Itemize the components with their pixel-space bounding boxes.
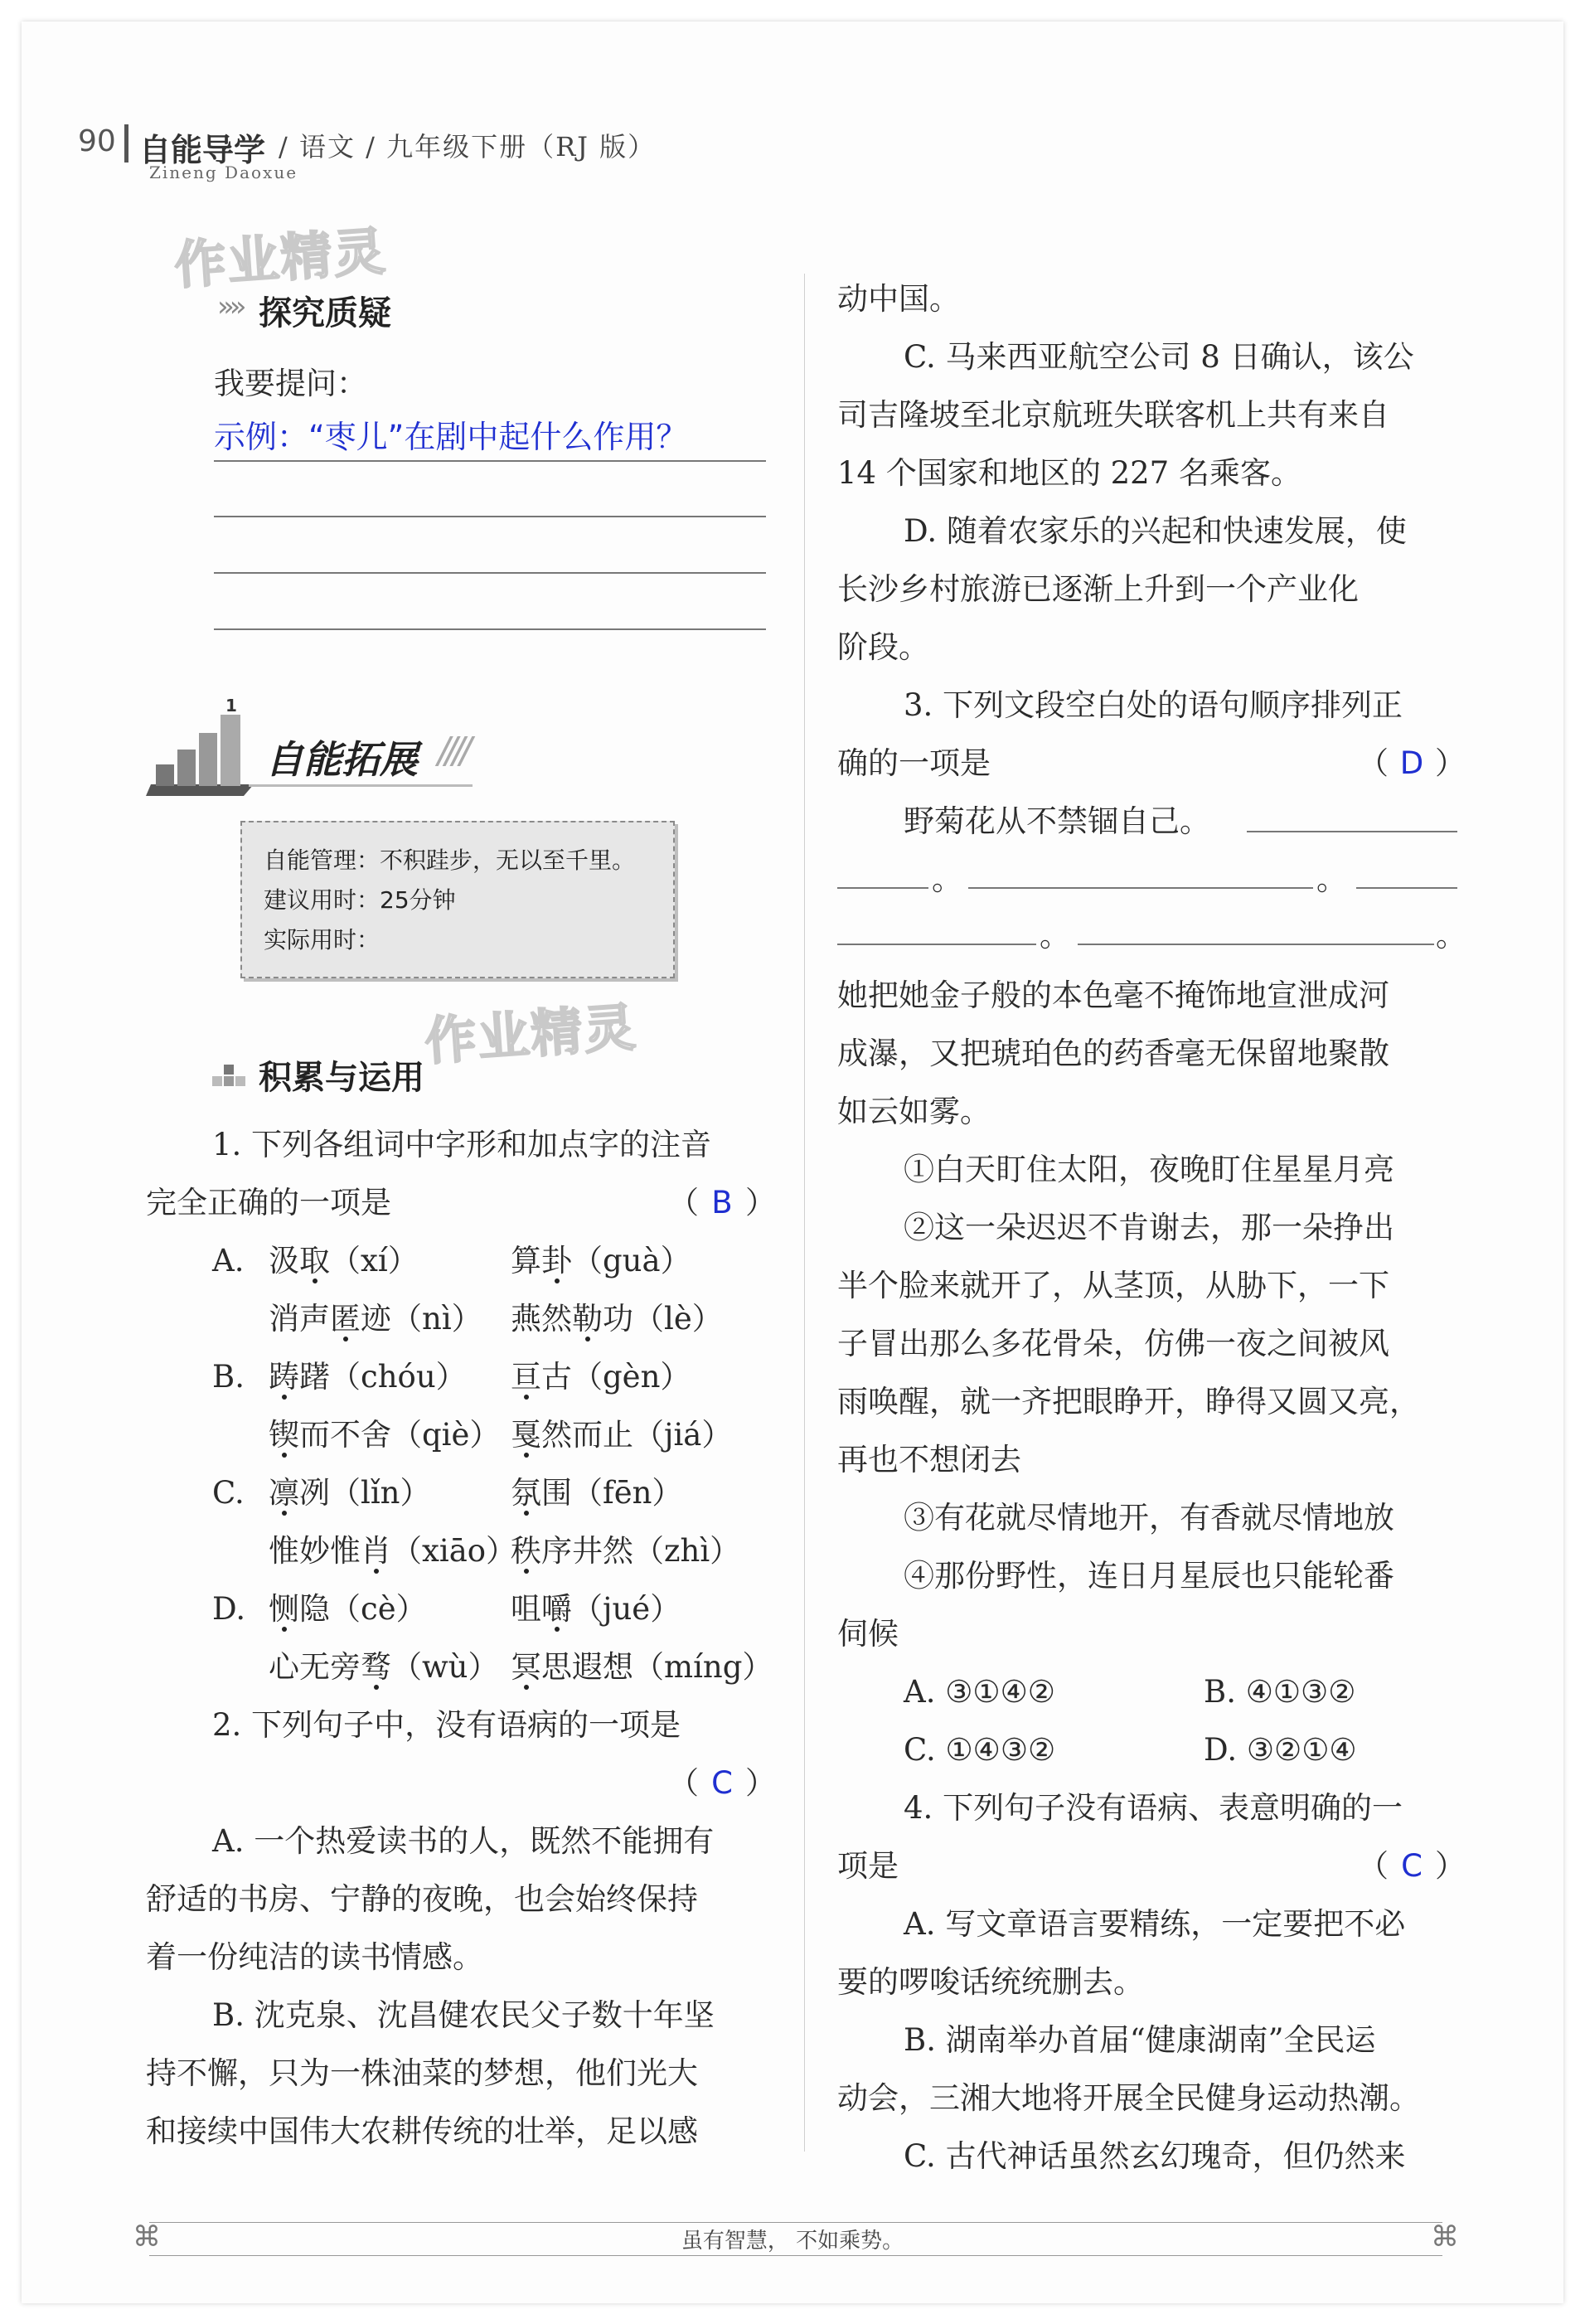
double-chevron-icon: »»	[217, 290, 242, 323]
header-divider	[124, 124, 128, 163]
q1-d-right: 咀嚼（jué）	[511, 1591, 681, 1627]
q4-b-line-1: B. 湖南举办首届“健康湖南”全民运	[904, 2022, 1376, 2058]
q1-c-right: 氛围（fēn）	[511, 1475, 683, 1511]
q3-answer: D	[1399, 745, 1424, 781]
header-brand: 自能导学	[139, 132, 266, 168]
q3-item-2-line-4: 雨唤醒，就一齐把眼睁开，睁得又圆又亮，	[837, 1384, 1420, 1419]
watermark-logo-top: 作业精灵	[172, 221, 389, 296]
q1-c2-left: 惟妙惟肖（xiāo）	[269, 1533, 517, 1569]
blank-2	[968, 887, 1313, 889]
q1-label-c: C.	[212, 1475, 245, 1511]
q3-item-3: ③有花就尽情地开，有香就尽情地放	[904, 1500, 1394, 1536]
q1-answer-bracket: （ B ）	[668, 1174, 776, 1232]
small-squares-icon	[212, 1063, 249, 1088]
q4-a-line-1: A. 写文章语言要精练，一定要把不必	[904, 1906, 1406, 1942]
q2-b-line-1: B. 沈克泉、沈昌健农民父子数十年坚	[212, 1997, 715, 2033]
q2-c-line-3: 14 个国家和地区的 227 名乘客。	[837, 455, 1301, 491]
slash-decoration: ////	[438, 730, 468, 772]
period-4: 。	[1436, 918, 1466, 953]
q2-d-line-3: 阶段。	[837, 629, 929, 665]
period-3: 。	[1040, 918, 1070, 953]
q3-item-2-line-3: 子冒出那么多花骨朵，仿佛一夜之间被风	[837, 1326, 1389, 1361]
q4-stem-line-1: 4. 下列句子没有语病、表意明确的一	[904, 1790, 1403, 1826]
q1-c-left: 凛冽（lǐn）	[269, 1475, 431, 1511]
watermark-logo-middle: 作业精灵	[423, 997, 639, 1072]
q3-option-b: B. ④①③②	[1204, 1674, 1356, 1710]
q4-a-line-2: 要的啰唆话统统删去。	[837, 1964, 1144, 2000]
q4-answer-bracket: （ C ）	[1358, 1837, 1466, 1895]
answer-line-4	[214, 628, 766, 630]
answer-line-3	[214, 572, 766, 574]
blank-1a	[1247, 831, 1457, 832]
extension-title: 自能拓展	[265, 737, 418, 782]
q2-answer: C	[711, 1765, 733, 1801]
period-1: 。	[932, 861, 962, 897]
q1-c2-right: 秩序井然（zhì）	[511, 1533, 741, 1569]
q1-d-left: 恻隐（cè）	[269, 1591, 427, 1627]
q3-item-4-line-2: 伺候	[837, 1616, 899, 1652]
q1-answer: B	[711, 1185, 733, 1220]
info-actual-time: 实际用时：	[264, 926, 380, 953]
q3-passage-line-3: 如云如雾。	[837, 1094, 991, 1129]
q1-label-b: B.	[212, 1359, 245, 1395]
inquiry-example-answer: 示例：“枣儿”在剧中起什么作用？	[214, 419, 688, 455]
q4-c-line-1: C. 古代神话虽然玄幻瑰奇，但仍然来	[904, 2138, 1406, 2174]
scroll-ornament-left-icon: ⌘	[133, 2220, 161, 2254]
q1-label-d: D.	[212, 1591, 246, 1627]
q1-a2-right: 燕然勒功（lè）	[511, 1301, 723, 1337]
q2-answer-bracket: （ C ）	[668, 1754, 776, 1812]
q1-a-left: 汲取（xí）	[269, 1243, 419, 1278]
q2-d-line-1: D. 随着农家乐的兴起和快速发展，使	[904, 513, 1407, 549]
inquiry-title: 探究质疑	[259, 294, 391, 332]
q2-c-line-2: 司吉隆坡至北京航班失联客机上共有来自	[837, 397, 1389, 433]
q3-option-d: D. ③②①④	[1204, 1732, 1357, 1768]
badge-number: 1	[225, 698, 237, 716]
q1-label-a: A.	[212, 1243, 245, 1278]
q2-b-line-3: 和接续中国伟大农耕传统的壮举，足以感	[146, 2113, 698, 2149]
answer-line-2	[214, 516, 766, 517]
page-number: 90	[78, 124, 116, 158]
q1-a2-left: 消声匿迹（nì）	[269, 1301, 482, 1337]
bar-steps-icon	[146, 698, 262, 801]
period-2: 。	[1316, 861, 1347, 897]
info-self-management: 自能管理：不积跬步，无以至千里。	[264, 847, 636, 874]
q1-d2-left: 心无旁骛（wù）	[269, 1649, 499, 1685]
q2-b-line-2: 持不懈，只为一株油菜的梦想，他们光大	[146, 2055, 698, 2091]
q2-stem: 2. 下列句子中，没有语病的一项是	[212, 1707, 681, 1743]
q2-b-line-4: 动中国。	[837, 281, 960, 317]
practice-title: 积累与运用	[259, 1059, 424, 1097]
q1-b-left: 踌躇（chóu）	[269, 1359, 467, 1395]
time-info-box	[240, 821, 675, 978]
q3-passage-line-1: 她把她金子般的本色毫不掩饰地宣泄成河	[837, 978, 1389, 1013]
q3-item-1: ①白天盯住太阳，夜晚盯住星星月亮	[904, 1152, 1394, 1187]
q1-b2-left: 锲而不舍（qiè）	[269, 1417, 501, 1453]
q3-passage-line-2: 成瀑，又把琥珀色的药香毫无保留地聚散	[837, 1036, 1389, 1071]
q3-passage-start: 野菊花从不禁锢自己。	[904, 803, 1210, 839]
q2-a-line-3: 着一份纯洁的读书情感。	[146, 1939, 483, 1975]
answer-line-1	[214, 460, 766, 462]
q3-item-4-line-1: ④那份野性，连日月星辰也只能轮番	[904, 1558, 1394, 1594]
blank-3a	[1356, 887, 1457, 889]
footer-rule-bottom	[149, 2255, 1442, 2256]
q2-d-line-2: 长沙乡村旅游已逐渐上升到一个产业化	[837, 571, 1359, 607]
extension-underline	[249, 784, 473, 787]
footer-motto: 虽有智慧， 不如乘势。	[681, 2229, 904, 2254]
q4-stem-line-2: 项是	[837, 1848, 899, 1884]
info-suggested-time: 建议用时：25分钟	[264, 886, 456, 914]
q1-b2-right: 戛然而止（jiá）	[511, 1417, 733, 1453]
q3-item-2-line-2: 半个脸来就开了，从茎顶，从胁下，一下	[837, 1268, 1389, 1303]
q3-item-2-line-1: ②这一朵迟迟不肯谢去，那一朵挣出	[904, 1210, 1394, 1245]
q3-option-a: A. ③①④②	[904, 1674, 1055, 1710]
q3-option-c: C. ①④③②	[904, 1732, 1056, 1768]
scroll-ornament-right-icon: ⌘	[1431, 2220, 1459, 2254]
q1-b-right: 亘古（gèn）	[511, 1359, 691, 1395]
q3-answer-bracket: （ D ）	[1358, 735, 1466, 793]
q2-a-line-2: 舒适的书房、宁静的夜晚，也会始终保持	[146, 1881, 698, 1917]
q1-stem-line-1: 1. 下列各组词中字形和加点字的注音	[212, 1127, 712, 1162]
header-book-info: / 语文 / 九年级下册（RJ 版）	[279, 131, 657, 163]
q2-a-line-1: A. 一个热爱读书的人，既然不能拥有	[212, 1823, 715, 1859]
q4-answer: C	[1401, 1848, 1423, 1884]
blank-4	[1078, 944, 1434, 945]
q1-d2-right: 冥思遐想（míng）	[511, 1649, 773, 1685]
footer-rule-top	[149, 2222, 1442, 2223]
blank-1b	[837, 887, 928, 889]
q1-stem-line-2: 完全正确的一项是	[146, 1185, 391, 1220]
q3-item-2-line-5: 再也不想闭去	[837, 1442, 1021, 1477]
q4-b-line-2: 动会，三湘大地将开展全民健身运动热潮。	[837, 2080, 1420, 2116]
q3-stem-line-2: 确的一项是	[837, 745, 991, 781]
blank-3b	[837, 944, 1036, 945]
column-divider	[804, 274, 805, 2152]
q1-a-right: 算卦（guà）	[511, 1243, 691, 1278]
q3-stem-line-1: 3. 下列文段空白处的语句顺序排列正	[904, 687, 1403, 723]
inquiry-prompt: 我要提问：	[214, 366, 367, 401]
header-pinyin: Zineng Daoxue	[149, 163, 298, 182]
q2-c-line-1: C. 马来西亚航空公司 8 日确认，该公	[904, 339, 1414, 375]
